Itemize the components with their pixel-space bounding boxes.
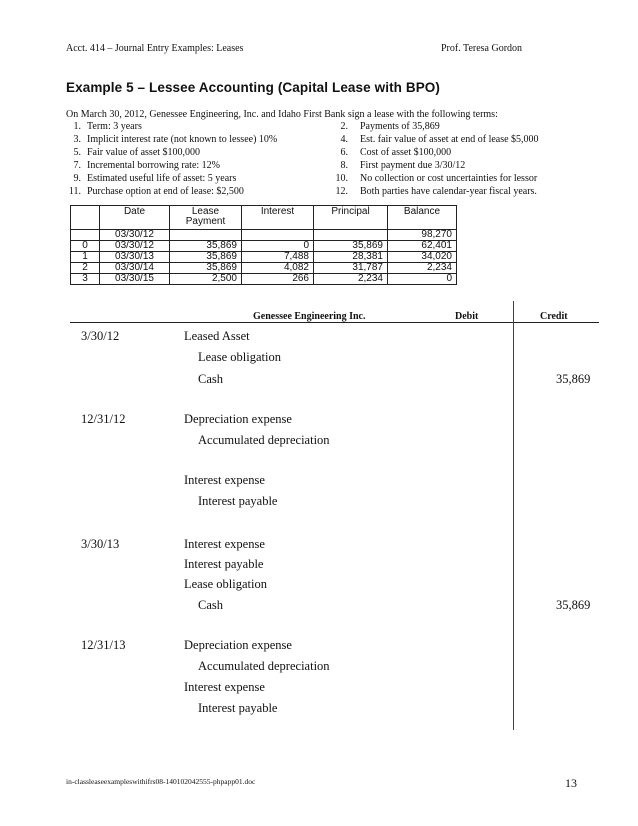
entry-account: Depreciation expense	[184, 638, 292, 652]
table-row	[71, 263, 457, 274]
cell-principal: 2,234	[314, 274, 388, 285]
cell-payment	[170, 230, 242, 241]
entry-account: Accumulated depreciation	[198, 433, 330, 447]
cell-balance: 2,234	[388, 263, 457, 274]
term-number: 12.	[335, 186, 348, 197]
cell-balance: 0	[388, 274, 457, 285]
term-text: Both parties have calendar-year fiscal years.	[360, 186, 537, 197]
entry-account: Cash	[198, 372, 223, 386]
entry-account: Interest expense	[184, 680, 265, 694]
term-number: 9.	[73, 173, 81, 184]
term-text: Est. fair value of asset at end of lease $5,000	[360, 134, 539, 145]
cell-principal: 28,381	[314, 252, 388, 263]
term-number: 2.	[340, 121, 348, 132]
cell-interest: 7,488	[242, 252, 314, 263]
term-number: 10.	[335, 173, 348, 184]
cell-principal: 35,869	[314, 241, 388, 252]
term-number: 5.	[73, 147, 81, 158]
cell-payment: 35,869	[170, 263, 242, 274]
debit-credit-divider	[513, 301, 514, 730]
header-course: Acct. 414 – Journal Entry Examples: Leases	[66, 43, 244, 54]
entry-account: Interest payable	[184, 557, 264, 571]
term-text: Term: 3 years	[87, 121, 142, 132]
table-row	[71, 274, 457, 285]
credit-amount: 35,869	[556, 372, 591, 386]
header-instructor: Prof. Teresa Gordon	[441, 43, 523, 54]
entry-account: Lease obligation	[198, 350, 281, 364]
term-text: Payments of 35,869	[360, 121, 440, 132]
col-header-interest: Interest	[242, 206, 314, 230]
term-text: Fair value of asset $100,000	[87, 147, 201, 158]
cell-interest: 0	[242, 241, 314, 252]
cell-payment: 35,869	[170, 241, 242, 252]
entry-account: Interest expense	[184, 537, 265, 551]
example-title: Example 5 – Lessee Accounting (Capital Lease with BPO)	[66, 80, 441, 95]
cell-balance: 34,020	[388, 252, 457, 263]
entry-account: Depreciation expense	[184, 412, 292, 426]
intro-text: On March 30, 2012, Genessee Engineering, Inc. and Idaho First Bank sign a lease with the following terms:	[66, 109, 498, 120]
page-number: 13	[565, 776, 577, 790]
cell-principal	[314, 230, 388, 241]
entry-date: 12/31/13	[81, 638, 126, 652]
cell-date: 03/30/14	[100, 263, 170, 274]
entry-account: Interest expense	[184, 473, 265, 487]
cell-interest: 266	[242, 274, 314, 285]
footer-filename: in-classleaseexampleswithifrs08-140102042555-phpapp01.doc	[66, 777, 256, 786]
term-text: Purchase option at end of lease: $2,500	[87, 186, 244, 197]
term-number: 7.	[73, 160, 81, 171]
col-header-period	[71, 206, 100, 230]
term-number: 1.	[73, 121, 81, 132]
cell-period: 3	[71, 274, 100, 285]
entry-account: Accumulated depreciation	[198, 659, 330, 673]
table-row	[71, 230, 457, 241]
cell-period	[71, 230, 100, 241]
col-header-lease-payment: Lease Payment	[170, 206, 242, 230]
entry-date: 12/31/12	[81, 412, 126, 426]
credit-amount: 35,869	[556, 598, 591, 612]
entry-account: Interest payable	[198, 701, 278, 715]
term-number: 8.	[340, 160, 348, 171]
cell-date: 03/30/13	[100, 252, 170, 263]
entry-account: Interest payable	[198, 494, 278, 508]
journal-header-rule	[70, 322, 599, 323]
term-number: 11.	[68, 186, 81, 197]
debit-header: Debit	[455, 311, 479, 322]
cell-interest	[242, 230, 314, 241]
col-header-principal: Principal	[314, 206, 388, 230]
table-header-row	[71, 206, 457, 230]
journal-company: Genessee Engineering Inc.	[253, 311, 366, 322]
cell-period: 1	[71, 252, 100, 263]
cell-period: 0	[71, 241, 100, 252]
table-row	[71, 241, 457, 252]
term-text: Estimated useful life of asset: 5 years	[87, 173, 237, 184]
entry-date: 3/30/12	[81, 329, 120, 343]
cell-date: 03/30/12	[100, 230, 170, 241]
cell-period: 2	[71, 263, 100, 274]
amortization-table	[70, 205, 457, 285]
cell-interest: 4,082	[242, 263, 314, 274]
cell-balance: 98,270	[388, 230, 457, 241]
entry-date: 3/30/13	[81, 537, 120, 551]
term-number: 6.	[340, 147, 348, 158]
cell-date: 03/30/15	[100, 274, 170, 285]
term-text: Implicit interest rate (not known to lessee) 10%	[87, 134, 278, 145]
cell-balance: 62,401	[388, 241, 457, 252]
cell-principal: 31,787	[314, 263, 388, 274]
term-text: Incremental borrowing rate: 12%	[87, 160, 221, 171]
term-number: 3.	[73, 134, 81, 145]
cell-date: 03/30/12	[100, 241, 170, 252]
entry-account: Cash	[198, 598, 223, 612]
term-text: First payment due 3/30/12	[360, 160, 466, 171]
term-text: No collection or cost uncertainties for lessor	[360, 173, 538, 184]
entry-account: Leased Asset	[184, 329, 250, 343]
table-row	[71, 252, 457, 263]
cell-payment: 35,869	[170, 252, 242, 263]
term-number: 4.	[340, 134, 348, 145]
term-text: Cost of asset $100,000	[360, 147, 452, 158]
entry-account: Lease obligation	[184, 577, 267, 591]
credit-header: Credit	[540, 311, 568, 322]
col-header-date: Date	[100, 206, 170, 230]
col-header-balance: Balance	[388, 206, 457, 230]
cell-payment: 2,500	[170, 274, 242, 285]
